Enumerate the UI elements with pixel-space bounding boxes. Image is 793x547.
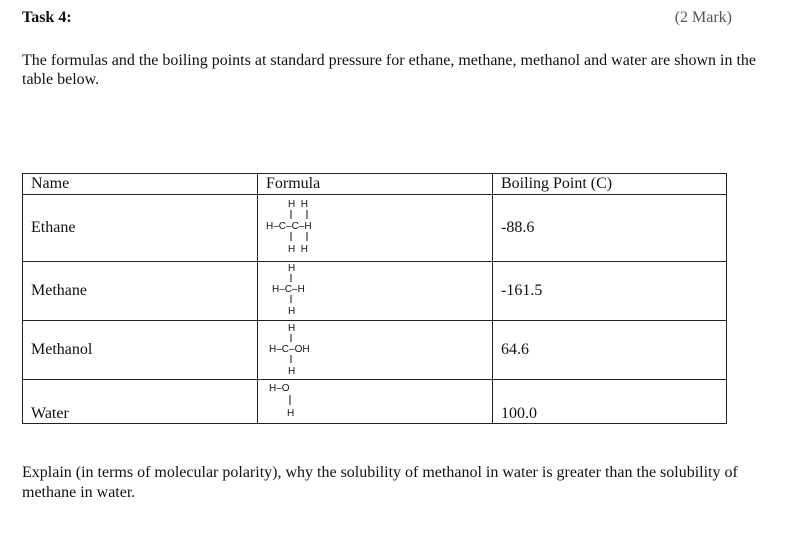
formula-top-atom: H [288,263,296,274]
row-boiling-point: -88.6 [493,195,727,262]
boiling-point-table [22,173,727,424]
row-name: Ethane [23,195,258,262]
row-boiling-point: -161.5 [493,262,727,321]
methane-structure-diagram [266,262,376,320]
task-title: Task 4: [22,9,72,26]
formula-top-atoms: H H [288,199,308,210]
table-row [23,262,727,321]
water-structural-formula [258,380,493,424]
table-row [23,195,727,262]
row-boiling-point: 64.6 [493,321,727,380]
table-row [23,380,727,424]
column-header-boiling-point: Boiling Point (C) [493,174,727,195]
ethane-structural-formula [258,195,493,262]
marks-label: (2 Mark) [674,9,732,26]
water-structure-diagram [266,380,376,423]
formula-bottom-atom: H [288,306,296,317]
formula-main-chain: H–C–C–H [266,221,312,232]
row-boiling-point: 100.0 [493,380,727,424]
formula-bottom-atoms: H H [288,244,308,255]
formula-main-chain: H–C–H [272,284,305,295]
column-header-name: Name [23,174,258,195]
ethane-structure-diagram [266,195,376,261]
formula-main-chain: H–O [269,383,290,394]
formula-main-chain: H–C–OH [269,344,310,355]
table-row [23,321,727,380]
methane-structural-formula [258,262,493,321]
methanol-structural-formula [258,321,493,380]
formula-bottom-atom: H [287,408,295,419]
question-paragraph: Explain (in terms of molecular polarity), why the solubility of methanol in water is greater than the solubility of methane in water. [22,464,738,501]
methanol-structure-diagram [266,321,376,379]
row-name: Methanol [23,321,258,380]
row-name: Water [23,380,258,424]
intro-paragraph: The formulas and the boiling points at standard pressure for ethane, methane, methanol and water are shown in the table below. [22,52,756,88]
column-header-formula: Formula [258,174,493,195]
formula-bottom-atom: H [288,366,296,377]
formula-top-atom: H [288,323,296,334]
table-header-row [23,174,727,195]
row-name: Methane [23,262,258,321]
